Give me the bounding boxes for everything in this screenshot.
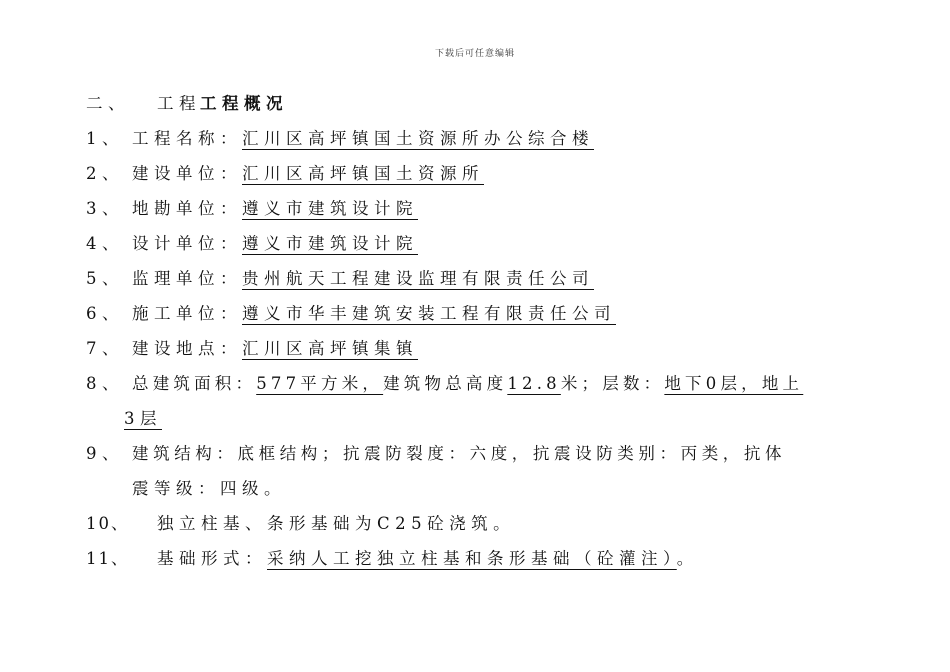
item-label <box>132 197 418 221</box>
section-number: 二、 <box>86 94 130 113</box>
list-item <box>0 442 950 466</box>
item-label-text: 基础形式： <box>157 549 267 568</box>
list-item <box>0 162 950 186</box>
item-label <box>132 337 418 361</box>
item-text: 独立柱基、条形基础为C25砼浇筑。 <box>157 514 516 533</box>
page-header: 下载后可任意编辑 <box>434 49 515 59</box>
item-label <box>132 162 484 186</box>
list-item <box>0 267 950 291</box>
item-number: 6、 <box>86 304 124 323</box>
list-item <box>0 337 950 361</box>
item-label-text: 设计单位： <box>132 234 242 253</box>
item-label-text: 建筑结构： <box>132 444 238 463</box>
list-item <box>0 302 950 326</box>
height-label: 建筑物总高度 <box>383 374 508 393</box>
item-label-text: 建设地点： <box>132 339 242 358</box>
item-label-text: 施工单位： <box>132 304 242 323</box>
item-label <box>132 302 616 326</box>
list-item <box>0 197 950 221</box>
item-value: 遵义市建筑设计院 <box>242 199 418 218</box>
item-label-text: 监理单位： <box>132 269 242 288</box>
floors-value: 地下0层，地上 <box>664 374 804 393</box>
item-value: 遵义市建筑设计院 <box>242 234 418 253</box>
item-value: 贵州航天工程建设监理有限责任公司 <box>242 269 594 288</box>
item-label-text: 建设单位： <box>132 164 242 183</box>
item-number: 2、 <box>86 164 124 183</box>
area-value: 577平方米， <box>256 374 384 393</box>
item-number: 1、 <box>86 129 124 148</box>
item-value: 采纳人工挖独立柱基和条形基础（砼灌注） <box>267 549 677 568</box>
item-text: 底框结构；抗震防裂度：六度，抗震设防类别：丙类，抗体 <box>237 444 787 463</box>
item-label-text: 地勘单位： <box>132 199 242 218</box>
item-number: 7、 <box>86 339 124 358</box>
section-title-prefix: 工程 <box>157 94 201 113</box>
item-number: 9、 <box>86 444 124 463</box>
item-number: 11、 <box>86 549 130 568</box>
item-text-continued: 震等级：四级。 <box>132 479 286 498</box>
list-item <box>0 512 950 536</box>
item-value: 汇川区高坪镇集镇 <box>242 339 418 358</box>
item-number: 4、 <box>86 234 124 253</box>
item-value: 汇川区高坪镇国土资源所办公综合楼 <box>242 129 594 148</box>
item-label <box>132 127 594 151</box>
floors-value-continued: 3层 <box>124 409 162 428</box>
item-value: 遵义市华丰建筑安装工程有限责任公司 <box>242 304 616 323</box>
item-content <box>132 442 786 466</box>
item-label <box>132 232 418 256</box>
item-number: 8、 <box>86 374 124 393</box>
item-label-text: 总建筑面积： <box>132 374 257 393</box>
item-value: 汇川区高坪镇国土资源所 <box>242 164 484 183</box>
item-content <box>132 372 803 396</box>
list-item <box>0 372 950 396</box>
list-item <box>0 127 950 151</box>
item-label-text: 工程名称： <box>132 129 242 148</box>
floors-label: 米；层数： <box>560 374 665 393</box>
section-heading <box>0 92 950 116</box>
list-item <box>0 547 950 571</box>
list-item <box>0 232 950 256</box>
item-content <box>157 547 699 571</box>
height-value: 12.8 <box>507 374 561 393</box>
item-label <box>132 267 594 291</box>
item-number: 10、 <box>86 514 130 533</box>
item-number: 5、 <box>86 269 124 288</box>
item-end: 。 <box>676 549 699 568</box>
list-item-continuation <box>0 407 950 431</box>
section-title: 工程概况 <box>200 94 288 113</box>
item-number: 3、 <box>86 199 124 218</box>
list-item-continuation <box>0 477 950 501</box>
